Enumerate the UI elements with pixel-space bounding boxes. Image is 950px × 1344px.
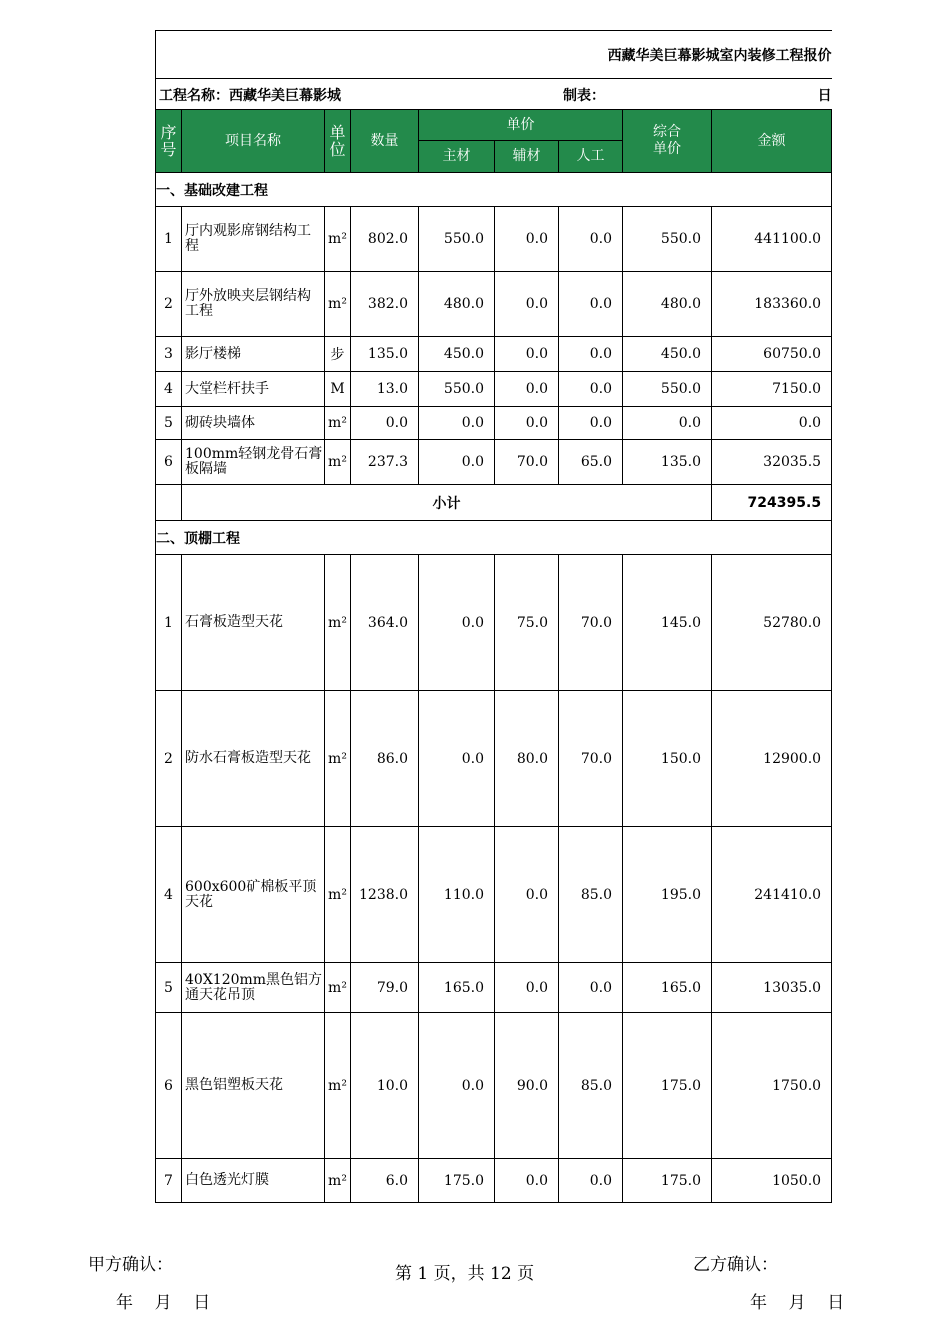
row-no: 5 bbox=[156, 407, 182, 440]
row-qty: 237.3 bbox=[351, 440, 419, 485]
row-aux-material: 70.0 bbox=[495, 440, 559, 485]
row-combined-price: 550.0 bbox=[623, 207, 712, 272]
row-aux-material: 90.0 bbox=[495, 1013, 559, 1159]
row-aux-material: 0.0 bbox=[495, 337, 559, 372]
row-labor: 0.0 bbox=[559, 372, 623, 407]
row-aux-material: 0.0 bbox=[495, 1159, 559, 1203]
header-labor: 人工 bbox=[559, 141, 623, 173]
row-unit: m² bbox=[325, 440, 351, 485]
table-row bbox=[156, 827, 832, 963]
row-name: 影厅楼梯 bbox=[182, 337, 325, 372]
row-qty: 802.0 bbox=[351, 207, 419, 272]
header-unit-price: 单价 bbox=[419, 110, 623, 141]
row-amount: 13035.0 bbox=[712, 963, 832, 1013]
row-combined-price: 165.0 bbox=[623, 963, 712, 1013]
row-no: 4 bbox=[156, 827, 182, 963]
date-label: 日 bbox=[817, 88, 832, 104]
row-labor: 0.0 bbox=[559, 407, 623, 440]
row-name: 厅内观影席钢结构工程 bbox=[182, 207, 325, 272]
row-amount: 0.0 bbox=[712, 407, 832, 440]
row-unit: m² bbox=[325, 691, 351, 827]
row-qty: 0.0 bbox=[351, 407, 419, 440]
row-no: 2 bbox=[156, 272, 182, 337]
header-no: 序号 bbox=[156, 110, 182, 173]
table-row bbox=[156, 207, 832, 272]
row-main-material: 450.0 bbox=[419, 337, 495, 372]
row-qty: 382.0 bbox=[351, 272, 419, 337]
row-name: 600x600矿棉板平顶天花 bbox=[182, 827, 325, 963]
row-qty: 1238.0 bbox=[351, 827, 419, 963]
row-combined-price: 0.0 bbox=[623, 407, 712, 440]
row-unit: m² bbox=[325, 555, 351, 691]
quotation-table bbox=[155, 30, 832, 1203]
header-aux-material: 辅材 bbox=[495, 141, 559, 173]
row-amount: 32035.5 bbox=[712, 440, 832, 485]
maker-label: 制表： bbox=[563, 88, 605, 104]
table-row bbox=[156, 440, 832, 485]
row-name: 厅外放映夹层钢结构工程 bbox=[182, 272, 325, 337]
row-labor: 0.0 bbox=[559, 207, 623, 272]
row-unit: m² bbox=[325, 963, 351, 1013]
table-row bbox=[156, 963, 832, 1013]
row-main-material: 175.0 bbox=[419, 1159, 495, 1203]
row-no: 6 bbox=[156, 440, 182, 485]
row-main-material: 0.0 bbox=[419, 407, 495, 440]
row-no: 2 bbox=[156, 691, 182, 827]
subtotal-value: 724395.5 bbox=[712, 485, 832, 521]
table-row bbox=[156, 555, 832, 691]
page-title: 西藏华美巨幕影城室内装修工程报价 bbox=[156, 31, 832, 79]
row-aux-material: 75.0 bbox=[495, 555, 559, 691]
project-info bbox=[156, 79, 832, 110]
row-aux-material: 0.0 bbox=[495, 827, 559, 963]
party-b-date: 年 月 日 bbox=[750, 1293, 845, 1313]
row-no: 4 bbox=[156, 372, 182, 407]
row-labor: 85.0 bbox=[559, 827, 623, 963]
row-main-material: 550.0 bbox=[419, 372, 495, 407]
row-amount: 60750.0 bbox=[712, 337, 832, 372]
row-unit: m² bbox=[325, 407, 351, 440]
header-main-material: 主材 bbox=[419, 141, 495, 173]
row-combined-price: 145.0 bbox=[623, 555, 712, 691]
row-labor: 0.0 bbox=[559, 337, 623, 372]
row-name: 黑色铝塑板天花 bbox=[182, 1013, 325, 1159]
row-labor: 0.0 bbox=[559, 963, 623, 1013]
row-amount: 183360.0 bbox=[712, 272, 832, 337]
row-amount: 241410.0 bbox=[712, 827, 832, 963]
row-combined-price: 175.0 bbox=[623, 1159, 712, 1203]
row-name: 石膏板造型天花 bbox=[182, 555, 325, 691]
row-aux-material: 0.0 bbox=[495, 963, 559, 1013]
table-row bbox=[156, 691, 832, 827]
table-row bbox=[156, 1013, 832, 1159]
row-unit: 步 bbox=[325, 337, 351, 372]
row-name: 白色透光灯膜 bbox=[182, 1159, 325, 1203]
row-main-material: 550.0 bbox=[419, 207, 495, 272]
row-name: 40X120mm黑色铝方通天花吊顶 bbox=[182, 963, 325, 1013]
section-title: 二、顶棚工程 bbox=[156, 521, 832, 555]
table-row bbox=[156, 407, 832, 440]
row-no: 6 bbox=[156, 1013, 182, 1159]
row-amount: 1750.0 bbox=[712, 1013, 832, 1159]
header-name: 项目名称 bbox=[182, 110, 325, 173]
row-name: 砌砖块墙体 bbox=[182, 407, 325, 440]
subtotal-label: 小计 bbox=[182, 485, 712, 521]
row-qty: 79.0 bbox=[351, 963, 419, 1013]
row-amount: 1050.0 bbox=[712, 1159, 832, 1203]
header-combined-price: 综合单价 bbox=[623, 110, 712, 173]
table-row bbox=[156, 1159, 832, 1203]
row-no: 7 bbox=[156, 1159, 182, 1203]
row-qty: 135.0 bbox=[351, 337, 419, 372]
row-name: 防水石膏板造型天花 bbox=[182, 691, 325, 827]
row-main-material: 480.0 bbox=[419, 272, 495, 337]
row-labor: 0.0 bbox=[559, 1159, 623, 1203]
row-qty: 86.0 bbox=[351, 691, 419, 827]
row-combined-price: 135.0 bbox=[623, 440, 712, 485]
row-labor: 70.0 bbox=[559, 691, 623, 827]
table-row bbox=[156, 372, 832, 407]
row-name: 100mm轻钢龙骨石膏板隔墙 bbox=[182, 440, 325, 485]
header-unit: 单位 bbox=[325, 110, 351, 173]
row-qty: 13.0 bbox=[351, 372, 419, 407]
row-no: 5 bbox=[156, 963, 182, 1013]
row-aux-material: 0.0 bbox=[495, 272, 559, 337]
row-labor: 70.0 bbox=[559, 555, 623, 691]
subtotal-spacer bbox=[156, 485, 182, 521]
party-b-confirm: 乙方确认： bbox=[693, 1255, 778, 1275]
row-main-material: 0.0 bbox=[419, 1013, 495, 1159]
row-aux-material: 80.0 bbox=[495, 691, 559, 827]
header-qty: 数量 bbox=[351, 110, 419, 173]
project-name-label: 工程名称：西藏华美巨幕影城 bbox=[159, 88, 341, 104]
row-qty: 6.0 bbox=[351, 1159, 419, 1203]
row-main-material: 110.0 bbox=[419, 827, 495, 963]
row-aux-material: 0.0 bbox=[495, 207, 559, 272]
row-combined-price: 195.0 bbox=[623, 827, 712, 963]
row-unit: m² bbox=[325, 827, 351, 963]
row-qty: 10.0 bbox=[351, 1013, 419, 1159]
row-aux-material: 0.0 bbox=[495, 372, 559, 407]
row-combined-price: 175.0 bbox=[623, 1013, 712, 1159]
header-amount: 金额 bbox=[712, 110, 832, 173]
row-aux-material: 0.0 bbox=[495, 407, 559, 440]
row-unit: m² bbox=[325, 1013, 351, 1159]
row-unit: m² bbox=[325, 207, 351, 272]
row-main-material: 0.0 bbox=[419, 440, 495, 485]
row-no: 1 bbox=[156, 207, 182, 272]
section-title: 一、基础改建工程 bbox=[156, 173, 832, 207]
party-a-confirm: 甲方确认： bbox=[88, 1255, 173, 1275]
row-no: 3 bbox=[156, 337, 182, 372]
table-row bbox=[156, 337, 832, 372]
row-amount: 7150.0 bbox=[712, 372, 832, 407]
row-main-material: 165.0 bbox=[419, 963, 495, 1013]
row-no: 1 bbox=[156, 555, 182, 691]
row-unit: m² bbox=[325, 272, 351, 337]
subtotal-row bbox=[156, 485, 832, 521]
row-unit: m² bbox=[325, 1159, 351, 1203]
row-name: 大堂栏杆扶手 bbox=[182, 372, 325, 407]
row-combined-price: 150.0 bbox=[623, 691, 712, 827]
row-combined-price: 480.0 bbox=[623, 272, 712, 337]
row-amount: 441100.0 bbox=[712, 207, 832, 272]
row-labor: 85.0 bbox=[559, 1013, 623, 1159]
row-combined-price: 450.0 bbox=[623, 337, 712, 372]
party-a-date: 年 月 日 bbox=[116, 1293, 211, 1313]
row-combined-price: 550.0 bbox=[623, 372, 712, 407]
row-amount: 52780.0 bbox=[712, 555, 832, 691]
row-main-material: 0.0 bbox=[419, 691, 495, 827]
row-main-material: 0.0 bbox=[419, 555, 495, 691]
page-number: 第 1 页，共 12 页 bbox=[395, 1264, 535, 1284]
row-labor: 0.0 bbox=[559, 272, 623, 337]
row-amount: 12900.0 bbox=[712, 691, 832, 827]
table-row bbox=[156, 272, 832, 337]
row-labor: 65.0 bbox=[559, 440, 623, 485]
row-qty: 364.0 bbox=[351, 555, 419, 691]
row-unit: M bbox=[325, 372, 351, 407]
